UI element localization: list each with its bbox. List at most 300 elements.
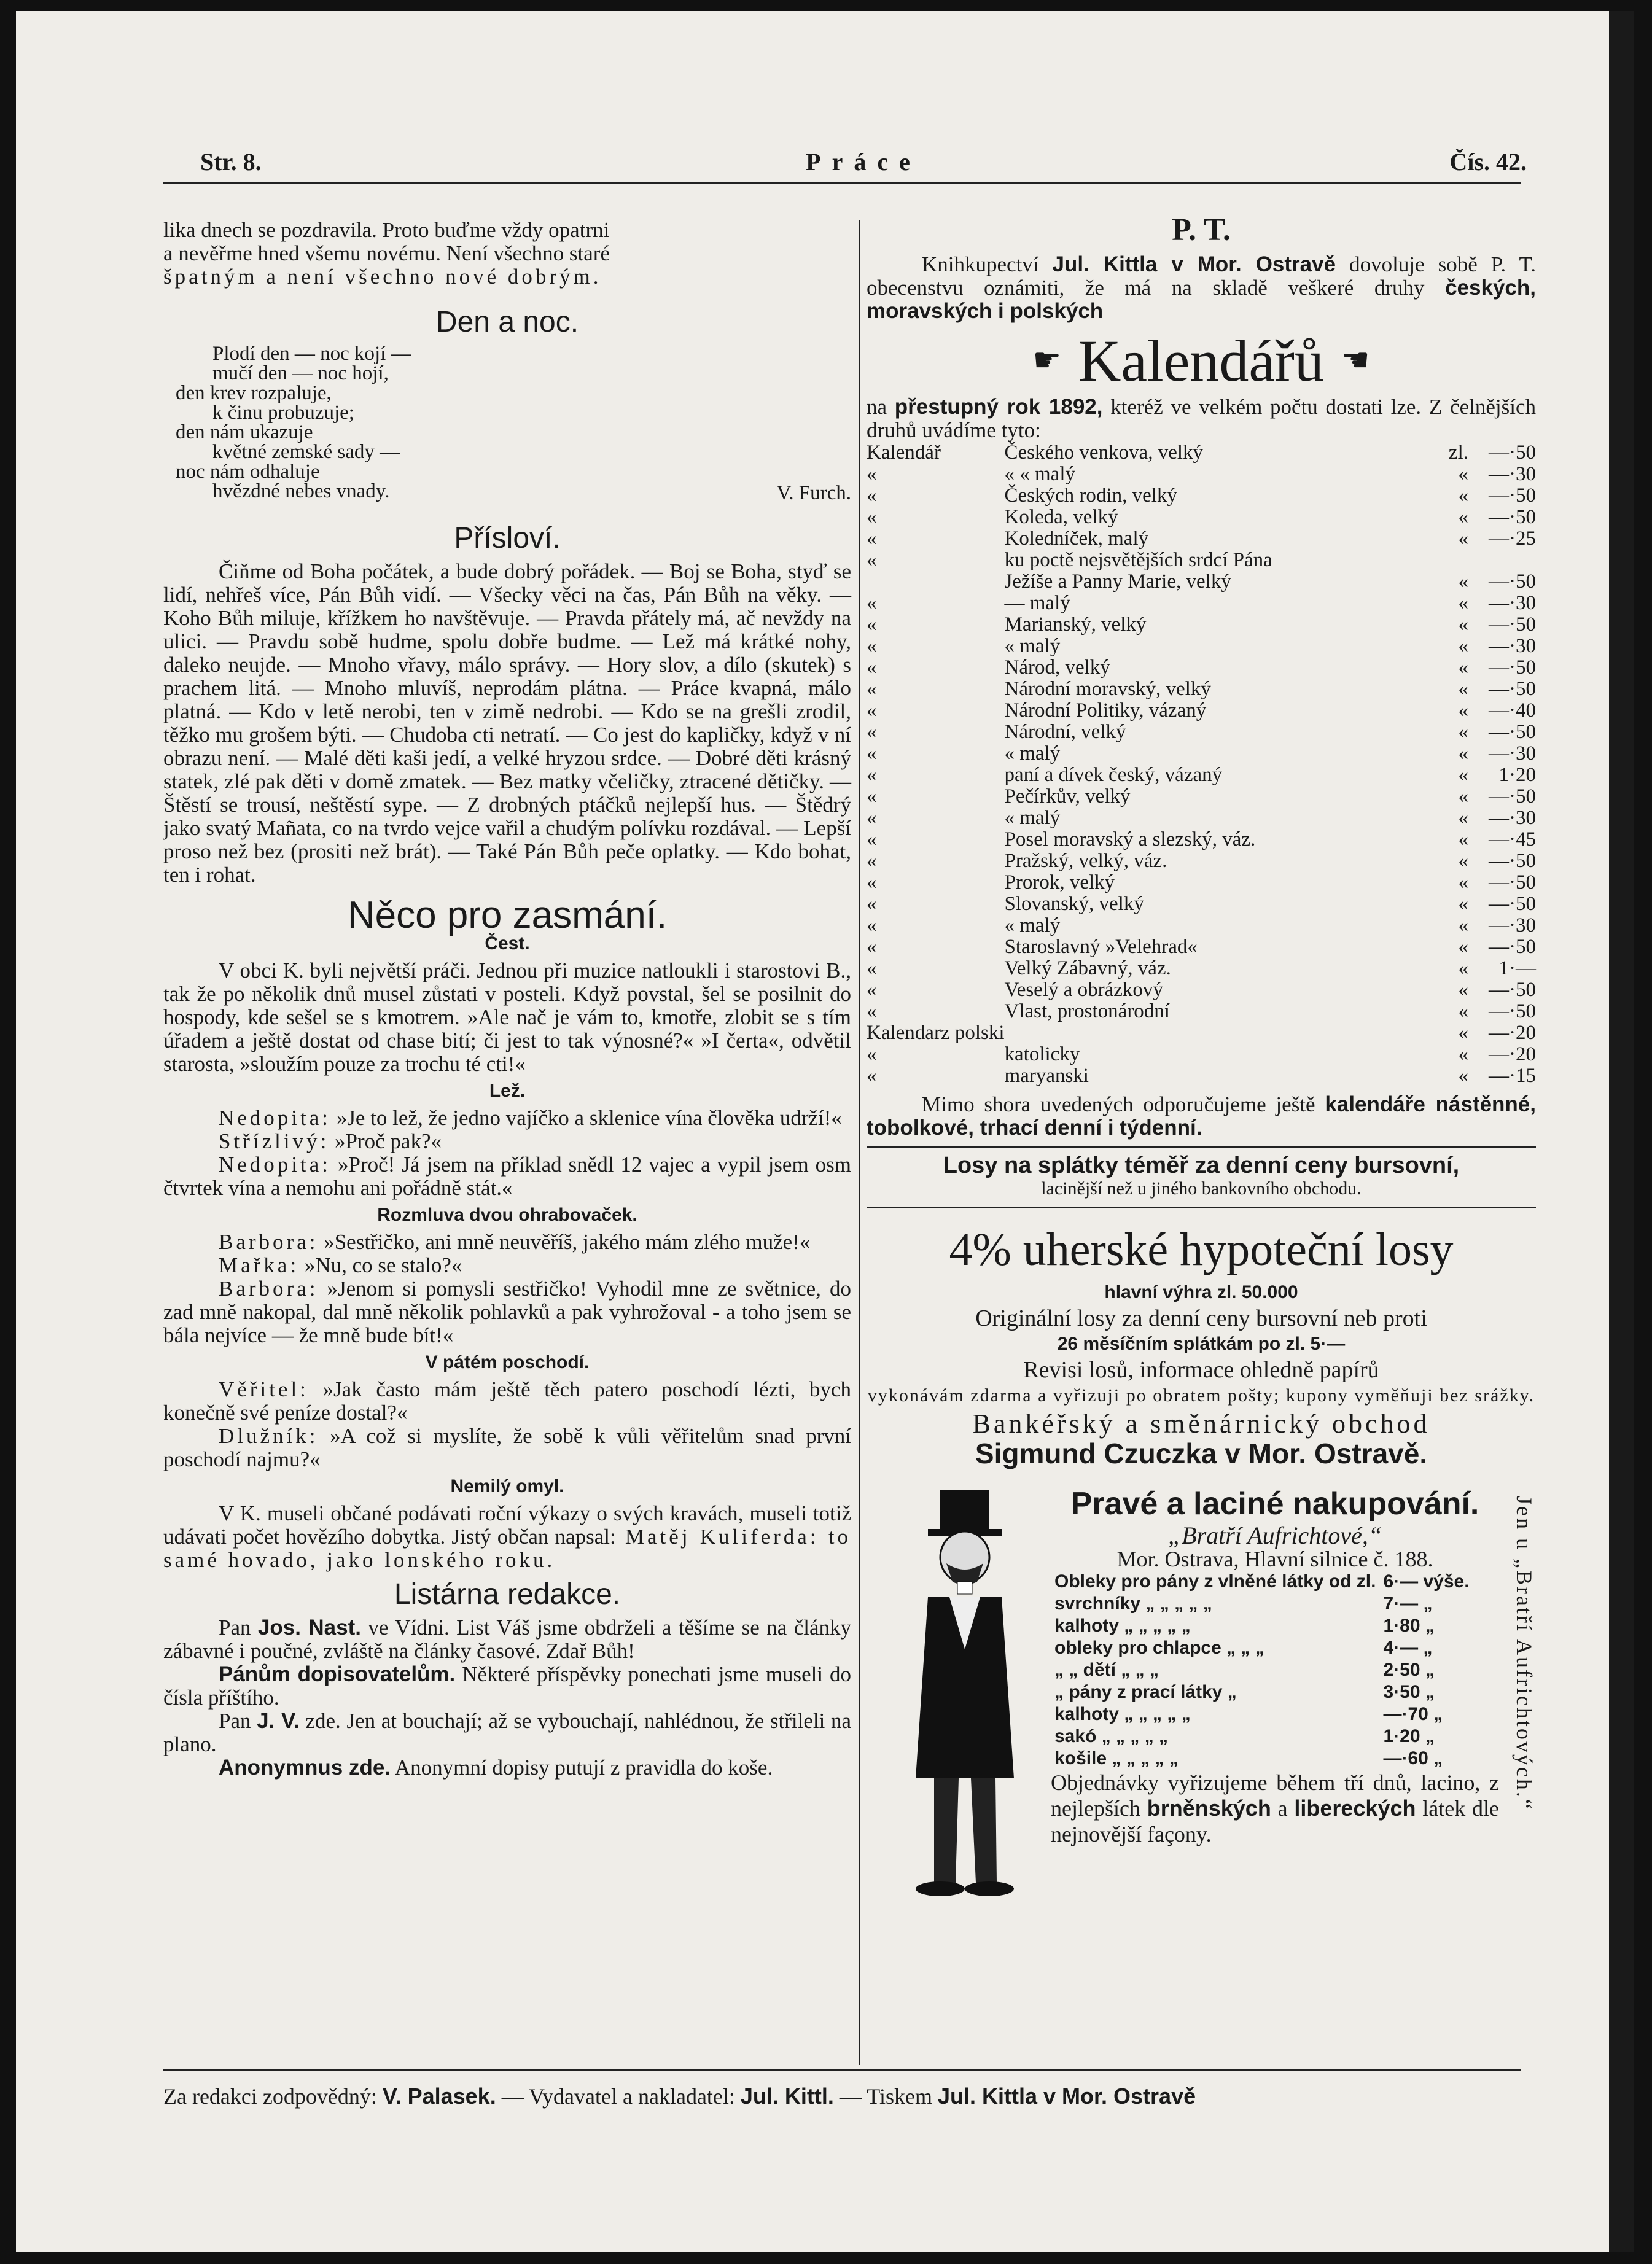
clothing-price: 1·80 „ bbox=[1383, 1616, 1435, 1636]
currency: « bbox=[1458, 850, 1468, 872]
currency: « bbox=[1458, 721, 1468, 743]
calendar-prefix: « bbox=[867, 1065, 877, 1087]
clothing-ad bbox=[867, 1484, 1536, 1913]
closing-text: Mimo shora uvedených odporučujeme ještě bbox=[922, 1092, 1325, 1116]
calendar-name: Národní moravský, velký bbox=[1004, 678, 1211, 700]
imprint-text: — Vydavatel a nakladatel: bbox=[496, 2084, 741, 2109]
closing-text: látek dle nejnovější façony. bbox=[1051, 1796, 1499, 1846]
price: —·50 bbox=[1489, 936, 1536, 958]
clothing-row bbox=[1051, 1748, 1473, 1770]
currency: « bbox=[1458, 957, 1468, 979]
poem-author: V. Furch. bbox=[776, 482, 851, 504]
currency: « bbox=[1458, 1000, 1468, 1022]
reply-item bbox=[163, 1756, 851, 1780]
calendar-row bbox=[867, 571, 1536, 593]
calendar-name: Pečírkův, velký bbox=[1004, 785, 1131, 807]
dialogue-line bbox=[163, 1425, 851, 1471]
calendar-ad-year bbox=[867, 395, 1536, 442]
speaker: Nedopita: bbox=[219, 1106, 332, 1130]
currency: « bbox=[1458, 463, 1468, 485]
calendar-row bbox=[867, 872, 1536, 893]
issue-number: Čís. 42. bbox=[1449, 148, 1527, 176]
closing-text: Objednávky vyřizujeme během tří dnů, lacino, z nejlepších bbox=[1051, 1770, 1499, 1821]
calendar-name: maryanski bbox=[1004, 1065, 1089, 1087]
clothing-item: svrchníky „ „ „ „ „ bbox=[1054, 1593, 1212, 1614]
section-title: Čest. bbox=[485, 933, 530, 954]
dialogue-line bbox=[163, 1153, 851, 1200]
calendar-name: Prorok, velký bbox=[1004, 871, 1115, 893]
clothing-item: kalhoty „ „ „ „ „ bbox=[1054, 1616, 1191, 1636]
speaker: Barbora: bbox=[219, 1277, 319, 1301]
price: —·50 bbox=[1489, 656, 1536, 679]
lots-revision: Revisi losů, informace ohledně papírů bbox=[1023, 1357, 1379, 1383]
publication-title: Práce bbox=[806, 148, 921, 176]
calendar-row bbox=[867, 507, 1536, 528]
clothing-price: 7·— „ bbox=[1383, 1593, 1433, 1614]
price: —·50 bbox=[1489, 678, 1536, 700]
speaker: Mařka: bbox=[219, 1253, 300, 1277]
bank-line: Bankéřský a směnárnický obchod bbox=[972, 1409, 1430, 1439]
section-title: Lež. bbox=[489, 1081, 526, 1101]
currency: « bbox=[1458, 613, 1468, 636]
calendar-name: Posel moravský a slezský, váz. bbox=[1004, 828, 1256, 850]
editor-name: V. Palasek. bbox=[382, 2083, 496, 2109]
clothing-price: —·70 „ bbox=[1383, 1704, 1443, 1724]
calendar-prefix: « bbox=[867, 656, 877, 679]
poem-line: k činu probuzuje; bbox=[212, 402, 354, 424]
price: —·30 bbox=[1489, 463, 1536, 485]
price: —·30 bbox=[1489, 807, 1536, 829]
clothing-row bbox=[1051, 1637, 1473, 1659]
calendar-row bbox=[867, 657, 1536, 679]
banker-name: Sigmund Czuczka v Mor. Ostravě. bbox=[975, 1437, 1428, 1469]
publisher-name: Jul. Kittl. bbox=[740, 2083, 834, 2109]
price: —·20 bbox=[1489, 1022, 1536, 1044]
price: —·50 bbox=[1489, 721, 1536, 743]
proverbs-title: Přísloví. bbox=[454, 522, 561, 554]
calendar-prefix: Kalendarz polski bbox=[867, 1022, 1005, 1044]
price: —·50 bbox=[1489, 979, 1536, 1001]
lottery-installment-title: Losy na splátky téměř za denní ceny bursovní, bbox=[943, 1153, 1460, 1178]
calendar-prefix: « bbox=[867, 463, 877, 485]
calendar-row bbox=[867, 636, 1536, 657]
calendar-name: — malý bbox=[1004, 592, 1070, 614]
installments: 26 měsíčním splátkám po zl. 5·— bbox=[1057, 1334, 1346, 1354]
calendar-name: katolicky bbox=[1004, 1043, 1080, 1065]
calendar-row bbox=[867, 743, 1536, 764]
hypo-lots-heading: 4% uherské hypoteční losy bbox=[949, 1224, 1454, 1275]
imprint-text: — Tiskem bbox=[833, 2084, 938, 2109]
calendar-word: Kalendářů bbox=[1078, 328, 1324, 394]
clothing-item: sakó „ „ „ „ „ bbox=[1054, 1726, 1169, 1746]
clothing-price: 1·20 „ bbox=[1383, 1726, 1435, 1746]
clothing-item: Obleky pro pány z vlněné látky od zl. bbox=[1054, 1571, 1376, 1592]
calendar-prefix: Kalendář bbox=[867, 442, 941, 464]
intro-text: dovoluje sobě P. T. obecenstvu oznámiti, že má na skladě veškeré druhy bbox=[867, 252, 1537, 300]
poem-line: Plodí den — noc kojí — bbox=[212, 343, 411, 365]
speaker: Nedopita: bbox=[219, 1153, 332, 1177]
price: —·50 bbox=[1489, 1000, 1536, 1022]
poem bbox=[163, 344, 851, 501]
calendar-row bbox=[867, 936, 1536, 958]
calendar-row bbox=[867, 893, 1536, 915]
price: —·15 bbox=[1489, 1065, 1536, 1087]
speaker: Věřitel: bbox=[219, 1377, 309, 1401]
calendar-name: Národ, velký bbox=[1004, 656, 1110, 679]
poem-line: hvězdné nebes vnady. bbox=[212, 480, 390, 502]
clothing-row bbox=[1051, 1571, 1473, 1593]
calendar-prefix: « bbox=[867, 979, 877, 1001]
calendar-prefix: « bbox=[867, 828, 877, 850]
anecdote-quote: Matěj Kuliferda: to samé hovado, jako lonského roku. bbox=[163, 1525, 851, 1572]
calendar-prefix: « bbox=[867, 527, 877, 550]
calendar-prefix: « bbox=[867, 678, 877, 700]
speaker: Barbora: bbox=[219, 1230, 319, 1254]
currency: « bbox=[1458, 828, 1468, 850]
lots-service: vykonávám zdarma a vyřizuji po obratem pošty; kupony vyměňuji bez srážky. bbox=[867, 1385, 1535, 1406]
calendar-name: « malý bbox=[1004, 807, 1061, 829]
calendar-name: Slovanský, velký bbox=[1004, 893, 1144, 915]
calendar-row bbox=[867, 442, 1536, 464]
calendar-name: Koledníček, malý bbox=[1004, 527, 1149, 550]
calendar-name: Veselý a obrázkový bbox=[1004, 979, 1163, 1001]
calendar-name: Staroslavný »Velehrad« bbox=[1004, 936, 1198, 958]
section-title: V pátém poschodí. bbox=[425, 1352, 590, 1372]
pointing-hand-left-icon: ☚ bbox=[1341, 343, 1370, 378]
speech: »Proč! Já jsem na příklad snědl 12 vajec a vypil jsem osm čtvrtek vína a nemohu ani pořádně stát.« bbox=[163, 1153, 851, 1200]
calendar-name: « « malý bbox=[1004, 463, 1075, 485]
imprint-text: Za redakci zodpovědný: bbox=[163, 2084, 383, 2109]
calendar-prefix: « bbox=[867, 506, 877, 528]
currency: « bbox=[1458, 1043, 1468, 1065]
page-header bbox=[200, 147, 1527, 178]
calendar-row bbox=[867, 528, 1536, 550]
calendar-row bbox=[867, 829, 1536, 850]
calendar-row bbox=[867, 700, 1536, 722]
calendar-prefix: « bbox=[867, 742, 877, 764]
clothing-item: košile „ „ „ „ „ bbox=[1054, 1748, 1179, 1768]
dialogue-line bbox=[163, 1231, 851, 1254]
currency: « bbox=[1458, 656, 1468, 679]
clothing-row bbox=[1051, 1615, 1473, 1637]
newspaper-page bbox=[16, 11, 1634, 2252]
currency: « bbox=[1458, 592, 1468, 614]
calendar-price-list bbox=[867, 442, 1536, 1087]
currency: « bbox=[1458, 936, 1468, 958]
currency: « bbox=[1458, 527, 1468, 550]
clothing-ad-text bbox=[1051, 1484, 1499, 1847]
calendar-row bbox=[867, 807, 1536, 829]
intro-line-3: špatným a není všechno nové dobrým. bbox=[163, 265, 602, 289]
year-text: kteréž ve velkém počtu dostati lze. Z čelnějších druhů uvádíme tyto: bbox=[867, 395, 1536, 442]
calendar-name: Vlast, prostonárodní bbox=[1004, 1000, 1170, 1022]
speech: »A což si myslíte, že sobě k vůli věřitelům snad první poschodí najmu?« bbox=[163, 1424, 851, 1471]
ad-divider bbox=[867, 1146, 1536, 1148]
price: —·20 bbox=[1489, 1043, 1536, 1065]
clothing-ad-title: Pravé a laciné nakupování. bbox=[1070, 1486, 1479, 1522]
calendar-name: « malý bbox=[1004, 914, 1061, 936]
section-title: Nemilý omyl. bbox=[450, 1476, 564, 1496]
dialogue-line bbox=[163, 1277, 851, 1347]
anecdote-text bbox=[163, 1502, 851, 1572]
clothing-item: obleky pro chlapce „ „ „ bbox=[1054, 1638, 1264, 1658]
reply-item bbox=[163, 1663, 851, 1710]
currency: « bbox=[1458, 506, 1468, 528]
currency: « bbox=[1458, 893, 1468, 915]
speech: »Jak často mám ještě těch patero poschodí lézti, bych konečně své peníze dostal?« bbox=[163, 1377, 851, 1425]
calendar-row bbox=[867, 979, 1536, 1001]
printer-name: Jul. Kittla v Mor. Ostravě bbox=[937, 2083, 1196, 2109]
dialogue-line bbox=[163, 1130, 851, 1153]
proverbs-text: Čiňme od Boha počátek, a bude dobrý pořádek. — Boj se Boha, styď se lidí, nehřeš více, Pán Bůh vidí. — Všecky věci na čas, Pán Bůh na věky. — Koho Bůh miluje, křížkem ho navštěvuje. — Pravda přátely má, ač nevždy na ulici. — Pravdu sobě hudme, spolu dobře budme. — Lež má krátké nohy, daleko neujde. — Mnoho vřavy, málo správy. — Hory slov, a dílo (skutek) s prachem litá. — Mnoho mluvíš, neprodám plátna. — Práce kvapná, málo platná. — Kdo v letě nerobi, ten v zimě nedrobi. — Kdo se na grešli zrodil, těžko mu grošem býti. — Chudoba cti netratí. — Co jest do kapličky, když v ní obrazu není. — Malé děti kaši jedí, a velké hryzou srdce. — Dobré děti krásný statek, zlé pak děti v domě zmatek. — Bez matky včeličky, ztracené dětičky. — Štěstí se trousí, neštěstí sype. — Z drobných ptáčků nejlepší hus. — Štědrý jako svatý Mañata, co na tvrdo vejce vařil a chudým polívku rozdával. — Lepší proso než bez (prositi než brát). — Také Pán Bůh peče oplatky. — Kdo bohat, ten i rohat. bbox=[163, 559, 851, 887]
ad-divider bbox=[867, 1207, 1536, 1208]
dialogue-line bbox=[163, 1107, 851, 1130]
imprint bbox=[163, 2083, 1521, 2109]
fabric-origin: brněnských bbox=[1147, 1795, 1271, 1821]
calendar-prefix: « bbox=[867, 785, 877, 807]
calendar-row bbox=[867, 1022, 1536, 1044]
clothing-price: 3·50 „ bbox=[1383, 1682, 1435, 1702]
calendar-ad-closing bbox=[867, 1093, 1536, 1140]
calendar-row bbox=[867, 764, 1536, 786]
right-column bbox=[867, 212, 1537, 1913]
gentleman-illustration bbox=[891, 1490, 1045, 1901]
currency: « bbox=[1458, 871, 1468, 893]
calendar-prefix: « bbox=[867, 549, 877, 571]
price: —·25 bbox=[1489, 527, 1536, 550]
calendar-row bbox=[867, 679, 1536, 700]
price: —·30 bbox=[1489, 592, 1536, 614]
year-text: na bbox=[867, 395, 895, 419]
price: —·50 bbox=[1489, 893, 1536, 915]
calendar-ad-intro bbox=[867, 253, 1536, 323]
calendar-name: ku poctě nejsvětějších srdcí Pána bbox=[1004, 549, 1272, 571]
price bbox=[1468, 550, 1536, 571]
calendar-prefix: « bbox=[867, 764, 877, 786]
anecdote-text: V obci K. byli největší práči. Jednou při muzice natloukli i starostovi B., tak že po několik dnů musel zůstati v posteli. Když povstal, šel se posilnit do hospody, kde sešel se s kmotrem. »Ale nač je vám to, kmotře, zlobit se s tím úřadem a ještě dostat od chase bití; či jest to tak výnosné?« »I čerta«, odvětil starosta, »sloužím pouze za trochu té cti!« bbox=[163, 959, 851, 1076]
lots-offer: Originální losy za denní ceny bursovní neb proti bbox=[975, 1305, 1427, 1331]
calendar-prefix: « bbox=[867, 807, 877, 829]
pointing-hand-right-icon: ☛ bbox=[1032, 343, 1062, 378]
speaker: Dlužník: bbox=[219, 1424, 319, 1448]
price: —·50 bbox=[1489, 506, 1536, 528]
calendar-name: Národní, velký bbox=[1004, 721, 1126, 743]
calendar-prefix: « bbox=[867, 484, 877, 507]
leap-year: přestupný rok 1892, bbox=[894, 395, 1103, 419]
currency: zl. bbox=[1448, 442, 1468, 464]
currency: « bbox=[1458, 807, 1468, 829]
price: —·40 bbox=[1489, 699, 1536, 722]
calendar-row bbox=[867, 593, 1536, 614]
reply-addressee: Pánům dopisovatelům. bbox=[219, 1662, 456, 1686]
speech: »Je to lež, že jedno vajíčko a sklenice vína člověka udrží!« bbox=[331, 1106, 842, 1130]
currency: « bbox=[1458, 678, 1468, 700]
page-number: Str. 8. bbox=[200, 148, 262, 176]
calendar-prefix: « bbox=[867, 699, 877, 722]
reply-prefix: Pan bbox=[219, 1709, 257, 1733]
listarna-title: Listárna redakce. bbox=[394, 1578, 621, 1611]
reply-addressee: Anonymnus zde. bbox=[219, 1756, 391, 1780]
currency: « bbox=[1458, 699, 1468, 722]
calendar-row bbox=[867, 850, 1536, 872]
currency: « bbox=[1458, 570, 1468, 593]
reply-text: Anonymní dopisy putují z pravidla do koše. bbox=[391, 1756, 773, 1780]
lottery-installment-sub: lacinější než u jiného bankovního obchodu. bbox=[1041, 1178, 1362, 1199]
price: —·30 bbox=[1489, 914, 1536, 936]
calendar-name: Českých rodin, velký bbox=[1004, 484, 1177, 507]
calendar-row bbox=[867, 915, 1536, 936]
calendar-row bbox=[867, 1001, 1536, 1022]
clothing-row bbox=[1051, 1593, 1473, 1615]
reply-item bbox=[163, 1710, 851, 1756]
intro-line-1: lika dnech se pozdravila. Proto buďme vždy opatrni bbox=[163, 218, 610, 242]
anecdote-part: V K. museli občané podávati roční výkazy o svých kravách, museli totiž udávati počet hovězího dobytka. Jistý občan napsal: bbox=[163, 1501, 851, 1549]
price: —·50 bbox=[1489, 785, 1536, 807]
clothing-item: „ pány z prací látky „ bbox=[1054, 1682, 1237, 1702]
clothing-price: 2·50 „ bbox=[1383, 1660, 1435, 1680]
reply-text: ve Vídni. List Váš jsme obdrželi a těšíme se na články zábavné i poučné, zvláště na články časové. Zdař Bůh! bbox=[163, 1616, 851, 1663]
currency: « bbox=[1458, 742, 1468, 764]
calendar-row bbox=[867, 1065, 1536, 1087]
calendar-name bbox=[1005, 1022, 1438, 1044]
header-rule bbox=[163, 182, 1521, 184]
price: 1·20 bbox=[1498, 764, 1536, 786]
calendar-name: « malý bbox=[1004, 742, 1061, 764]
calendar-prefix: « bbox=[867, 914, 877, 936]
clothing-price: —·60 „ bbox=[1383, 1748, 1443, 1768]
footer-rule bbox=[163, 2069, 1521, 2071]
reply-prefix: Pan bbox=[219, 1616, 258, 1640]
speech: »Nu, co se stalo?« bbox=[299, 1253, 462, 1277]
price: —·45 bbox=[1489, 828, 1536, 850]
clothing-row bbox=[1051, 1659, 1473, 1681]
calendar-prefix: « bbox=[867, 592, 877, 614]
clothing-price: 4·— „ bbox=[1383, 1638, 1433, 1658]
intro-line-2: a nevěřme hned všemu novému. Není všechno staré bbox=[163, 241, 610, 265]
calendar-name: paní a dívek český, vázaný bbox=[1004, 764, 1223, 786]
calendar-prefix: « bbox=[867, 1000, 877, 1022]
kinds: českých, moravských i polských bbox=[867, 276, 1536, 323]
calendar-row bbox=[867, 958, 1536, 979]
currency bbox=[1438, 550, 1468, 571]
firm-name: „Bratří Aufrichtové,“ bbox=[1167, 1522, 1382, 1549]
poem-line: mučí den — noc hojí, bbox=[212, 362, 389, 384]
price: —·50 bbox=[1489, 570, 1536, 593]
fabric-origin: libereckých bbox=[1294, 1795, 1416, 1821]
calendar-prefix: « bbox=[867, 957, 877, 979]
calendar-row bbox=[867, 550, 1536, 571]
reply-text: zde. Jen at bouchají; až se vybouchají, nahlédnou, že střileli na plano. bbox=[163, 1709, 852, 1756]
currency: « bbox=[1458, 764, 1468, 786]
currency: « bbox=[1458, 785, 1468, 807]
poem-line: noc nám odhaluje bbox=[176, 461, 320, 483]
section-title: Rozmluva dvou ohrabovaček. bbox=[377, 1205, 637, 1225]
calendar-name: Národní Politiky, vázaný bbox=[1004, 699, 1207, 722]
main-prize: hlavní výhra zl. 50.000 bbox=[1104, 1282, 1298, 1302]
vertical-slogan: Jen u „Bratří Aufrichtových.“ bbox=[1512, 1496, 1537, 1811]
reply-text: Některé příspěvky ponechati jsme museli do čísla příštího. bbox=[163, 1662, 851, 1710]
humor-title: Něco pro zasmání. bbox=[347, 894, 668, 936]
calendar-name: « malý bbox=[1004, 635, 1061, 657]
calendar-prefix: « bbox=[867, 850, 877, 872]
column-divider bbox=[859, 220, 860, 2065]
calendar-row bbox=[867, 786, 1536, 807]
speech: »Jenom si pomysli sestřičko! Vyhodil mne ze světnice, do zad mně nakopal, dal mně několik pohlavků a pak vyhrožoval - a toho jsem se bála nejvíce — že mně bude bít!« bbox=[163, 1277, 851, 1347]
calendar-prefix: « bbox=[867, 936, 877, 958]
price: —·50 bbox=[1489, 484, 1536, 507]
left-column bbox=[163, 219, 851, 1780]
currency: « bbox=[1458, 635, 1468, 657]
poem-line: den nám ukazuje bbox=[176, 421, 313, 443]
intro-text: Knihkupectví bbox=[922, 252, 1053, 276]
clothing-row bbox=[1051, 1703, 1473, 1725]
calendar-name: Velký Zábavný, váz. bbox=[1004, 957, 1171, 979]
speech: »Proč pak?« bbox=[329, 1129, 442, 1153]
calendar-prefix: « bbox=[867, 613, 877, 636]
price: —·50 bbox=[1489, 871, 1536, 893]
currency: « bbox=[1458, 484, 1468, 507]
price: —·30 bbox=[1489, 635, 1536, 657]
currency: « bbox=[1458, 979, 1468, 1001]
reply-item bbox=[163, 1616, 851, 1663]
calendar-name: Českého venkova, velký bbox=[1004, 442, 1204, 464]
calendar-row bbox=[867, 485, 1536, 507]
reply-addressee: Jos. Nast. bbox=[257, 1616, 361, 1640]
price: 1·— bbox=[1498, 957, 1536, 979]
closing-text: a bbox=[1271, 1796, 1295, 1821]
dialogue-line bbox=[163, 1254, 851, 1277]
poem-line: květné zemské sady — bbox=[212, 441, 400, 463]
calendar-name: Ježíše a Panny Marie, velký bbox=[1004, 570, 1231, 593]
firm-address: Mor. Ostrava, Hlavní silnice č. 188. bbox=[1116, 1547, 1433, 1571]
calendar-name: Marianský, velký bbox=[1004, 613, 1147, 636]
calendar-prefix bbox=[867, 571, 1005, 593]
clothing-price: 6·— výše. bbox=[1383, 1571, 1470, 1592]
clothing-row bbox=[1051, 1725, 1473, 1748]
calendar-prefix: « bbox=[867, 635, 877, 657]
calendar-row bbox=[867, 614, 1536, 636]
calendar-prefix: « bbox=[867, 721, 877, 743]
dialogue-line bbox=[163, 1378, 851, 1425]
currency: « bbox=[1458, 914, 1468, 936]
clothing-item: „ „ dětí „ „ „ bbox=[1054, 1660, 1159, 1680]
calendar-prefix: « bbox=[867, 1043, 877, 1065]
scan-edge bbox=[1609, 11, 1634, 2252]
bookshop-name: Jul. Kittla v Mor. Ostravě bbox=[1052, 252, 1336, 276]
calendar-prefix: « bbox=[867, 893, 877, 915]
calendar-ad-heading: P. T. bbox=[1172, 212, 1231, 247]
price: —·50 bbox=[1489, 442, 1536, 464]
poem-line: den krev rozpaluje, bbox=[176, 382, 332, 404]
clothing-item: kalhoty „ „ „ „ „ bbox=[1054, 1704, 1191, 1724]
currency: « bbox=[1458, 1022, 1468, 1044]
clothing-row bbox=[1051, 1681, 1473, 1703]
calendar-row bbox=[867, 1044, 1536, 1065]
reply-addressee: J. V. bbox=[257, 1709, 300, 1733]
poem-title: Den a noc. bbox=[435, 306, 579, 338]
currency: « bbox=[1458, 1065, 1468, 1087]
price: —·30 bbox=[1489, 742, 1536, 764]
calendar-banner bbox=[867, 330, 1536, 392]
calendar-row bbox=[867, 722, 1536, 743]
calendar-row bbox=[867, 464, 1536, 485]
clothing-price-list bbox=[1051, 1571, 1473, 1770]
clothing-ad-closing bbox=[1051, 1770, 1499, 1847]
calendar-name: Pražský, velký, váz. bbox=[1004, 850, 1167, 872]
calendar-kinds: kalendáře nástěnné, tobolkové, trhací denní i týdenní. bbox=[867, 1092, 1536, 1140]
price: —·50 bbox=[1489, 850, 1536, 872]
calendar-name: Koleda, velký bbox=[1004, 506, 1118, 528]
